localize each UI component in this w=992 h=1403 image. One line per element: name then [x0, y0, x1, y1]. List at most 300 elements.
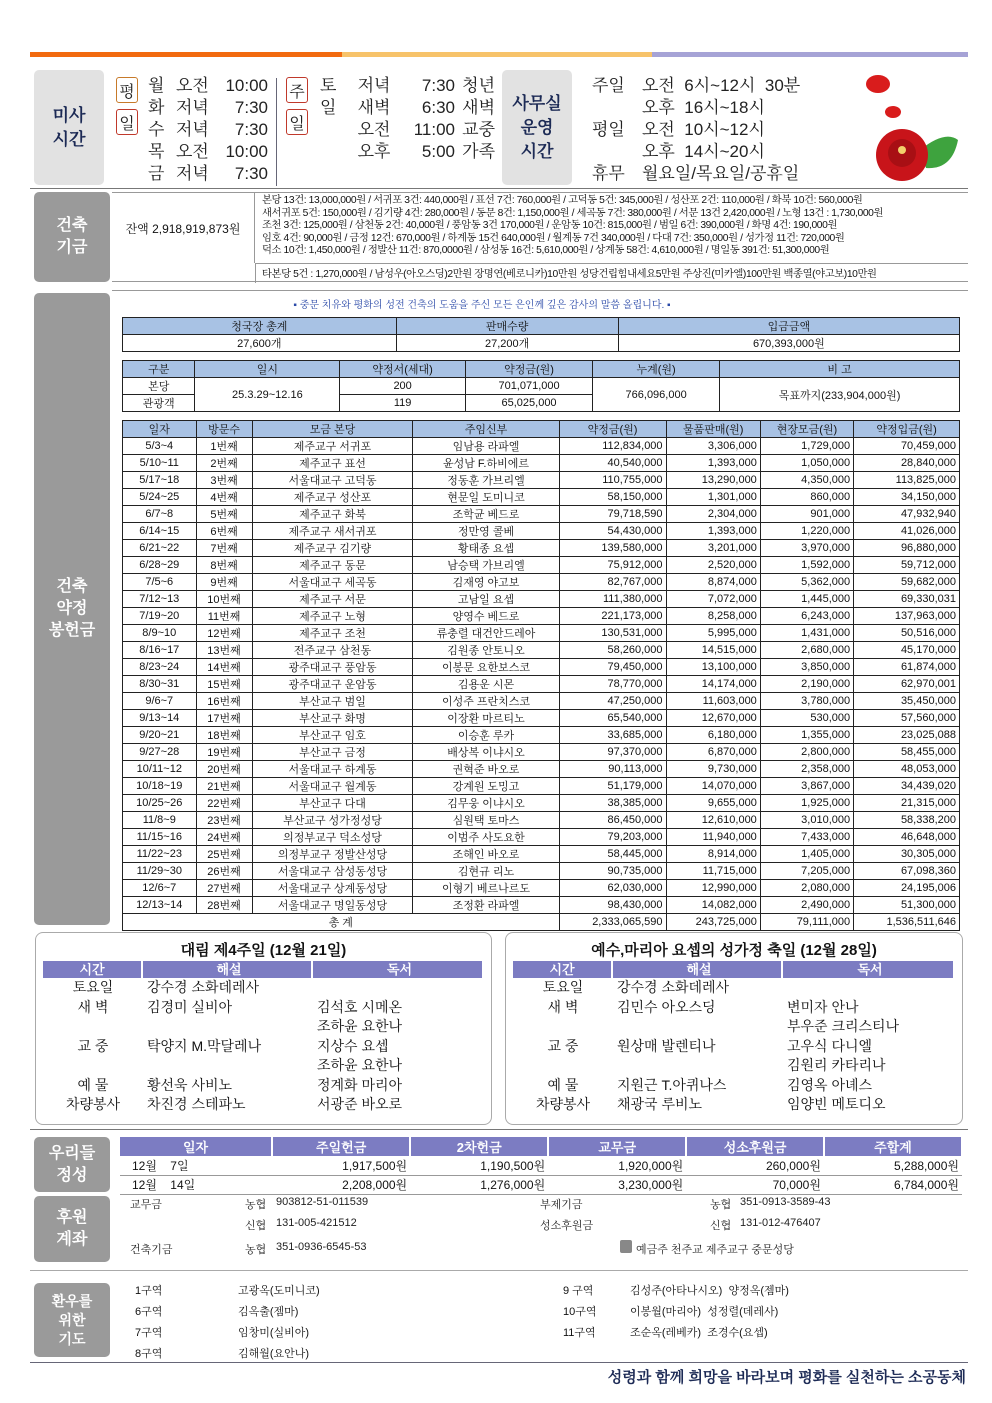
table-row — [123, 693, 960, 710]
cell: 1,355,000 — [760, 727, 853, 744]
reader — [313, 978, 484, 998]
column-header: 방문수 — [196, 421, 252, 438]
cell: 9/27~28 — [123, 744, 197, 761]
cell: 221,173,000 — [559, 608, 666, 625]
cell: 5/24~25 — [123, 489, 197, 506]
cell: 3,010,000 — [760, 812, 853, 829]
column-header: 시간 — [43, 961, 143, 978]
cell: 9,730,000 — [666, 761, 760, 778]
offerings-label: 우리들 정성 — [34, 1137, 110, 1192]
divider — [30, 188, 968, 189]
cell: 12월 7일 — [120, 1156, 272, 1175]
table-row — [123, 540, 960, 557]
cell: 12,990,000 — [666, 880, 760, 897]
cell: 9번째 — [196, 574, 252, 591]
account-number: 903812-51-011539 — [276, 1196, 369, 1208]
reader: 지상수 요셉 — [317, 1037, 389, 1054]
cell: 8/23~24 — [123, 659, 197, 676]
cell: 이범주 사도요한 — [413, 829, 559, 846]
day: 수 — [148, 120, 165, 139]
cell: 41,026,000 — [854, 523, 960, 540]
cell: 제주교구 화북 — [252, 506, 413, 523]
cell: 1,445,000 — [760, 591, 853, 608]
cell: 황태종 요셉 — [413, 540, 559, 557]
cell: 6,243,000 — [760, 608, 853, 625]
schedule-row — [513, 1076, 955, 1096]
cell: 62,030,000 — [559, 880, 666, 897]
cell: 24번째 — [196, 829, 252, 846]
cell: 이봉문 요한보스코 — [413, 659, 559, 676]
cell: 12,610,000 — [666, 812, 760, 829]
column-header: 물품판매(원) — [666, 421, 760, 438]
cell: 서울대교구 월계동 — [252, 778, 413, 795]
day: 화 — [148, 98, 165, 117]
cell: 이형기 베르나르도 — [413, 880, 559, 897]
reader: 김원리 카타리나 — [787, 1057, 886, 1073]
cell: 58,338,200 — [854, 812, 960, 829]
cell: 남승택 가브리엘 — [413, 557, 559, 574]
type: 청년 — [462, 76, 495, 95]
table-row — [123, 795, 960, 812]
reader: 조하윤 요한나 — [317, 1057, 403, 1073]
district: 9 구역 — [563, 1285, 594, 1297]
divider — [30, 1270, 968, 1271]
table-row — [123, 642, 960, 659]
pledge-outline — [112, 290, 968, 291]
column-header: 교무금 — [548, 1137, 686, 1156]
cell: 8,914,000 — [666, 846, 760, 863]
account-number: 351-0913-3589-43 — [740, 1196, 831, 1208]
cell: 정동훈 가브리엘 — [413, 472, 559, 489]
cell: 9/6~7 — [123, 693, 197, 710]
column-header: 성소후원금 — [686, 1137, 824, 1156]
cell: 12월 14일 — [120, 1175, 272, 1194]
cell: 90,113,000 — [559, 761, 666, 778]
cell: 112,834,000 — [559, 438, 666, 455]
cell: 70,000원 — [686, 1175, 824, 1194]
summary-table — [122, 317, 960, 352]
table-row — [123, 812, 960, 829]
mass-row — [148, 97, 268, 119]
cell: 58,445,000 — [559, 846, 666, 863]
commentator: 김민수 아오스딩 — [617, 998, 716, 1015]
day — [320, 141, 348, 163]
visits-table — [122, 420, 960, 931]
commentator — [143, 1056, 313, 1076]
account-holder: 예금주 천주교 제주교구 중문성당 — [636, 1244, 794, 1256]
column-header: 입금금액 — [618, 318, 959, 335]
cell: 14,070,000 — [666, 778, 760, 795]
gift-icon — [620, 1240, 632, 1253]
cell: 1,431,000 — [760, 625, 853, 642]
time: 7:30 — [234, 120, 268, 139]
column-header: 약정금(원) — [466, 361, 593, 378]
building-fund-box — [112, 192, 968, 282]
district: 8구역 — [135, 1348, 163, 1360]
cell: 18번째 — [196, 727, 252, 744]
cell: 58,150,000 — [559, 489, 666, 506]
cell: 3,970,000 — [760, 540, 853, 557]
cell: 69,330,031 — [854, 591, 960, 608]
cell: 7,205,000 — [760, 863, 853, 880]
prayer-names: 조순옥(레베카) 조경수(요셉) — [630, 1327, 768, 1339]
cell: 2,358,000 — [760, 761, 853, 778]
table-row — [123, 557, 960, 574]
schedule-row — [513, 1037, 955, 1057]
commentator: 원상매 발렌티나 — [617, 1037, 716, 1054]
cell: 45,170,000 — [854, 642, 960, 659]
cell: 1,050,000 — [760, 455, 853, 472]
cell: 35,450,000 — [854, 693, 960, 710]
column-header: 시간 — [513, 961, 613, 978]
cell: 12,670,000 — [666, 710, 760, 727]
offerings-table — [120, 1137, 963, 1195]
cell: 부산교구 다대 — [252, 795, 413, 812]
cell: 1,276,000원 — [410, 1175, 548, 1194]
cell: 19번째 — [196, 744, 252, 761]
period: 저녁 — [176, 164, 209, 183]
cell: 11/15~16 — [123, 829, 197, 846]
cell: 조학균 베드로 — [413, 506, 559, 523]
column-header: 현장모금(원) — [760, 421, 853, 438]
reader: 부우준 크리스티나 — [787, 1018, 900, 1034]
cell: 33,685,000 — [559, 727, 666, 744]
cell: 김원종 안토니오 — [413, 642, 559, 659]
divider — [30, 1129, 968, 1130]
cell: 2,680,000 — [760, 642, 853, 659]
cell: 48,053,000 — [854, 761, 960, 778]
schedule-box-dec21 — [35, 932, 492, 1125]
cell: 14,174,000 — [666, 676, 760, 693]
cell: 정만영 콜베 — [413, 523, 559, 540]
cell: 46,648,000 — [854, 829, 960, 846]
prayer-names: 고광옥(도미니코) — [238, 1285, 320, 1297]
day — [592, 141, 642, 163]
time: 교 중 — [547, 1037, 579, 1054]
period: 새벽 — [357, 98, 391, 117]
cell: 3,780,000 — [760, 693, 853, 710]
cell: 139,580,000 — [559, 540, 666, 557]
period: 오전 — [357, 120, 391, 139]
cell: 부산교구 범일 — [252, 693, 413, 710]
cell: 1,917,500원 — [272, 1156, 410, 1175]
cell: 82,767,000 — [559, 574, 666, 591]
cell: 5/3~4 — [123, 438, 197, 455]
period: 오후 — [357, 142, 391, 161]
prayer-names: 임창미(실비아) — [238, 1327, 310, 1339]
day: 주일 — [592, 76, 625, 95]
cell: 47,250,000 — [559, 693, 666, 710]
district: 6구역 — [135, 1306, 163, 1318]
cell: 1,405,000 — [760, 846, 853, 863]
cell: 110,755,000 — [559, 472, 666, 489]
time: 6:30 — [421, 98, 455, 117]
cell: 제주교구 서문 — [252, 591, 413, 608]
time: 예 물 — [547, 1076, 579, 1093]
time: 예 물 — [77, 1076, 109, 1093]
mass-row — [320, 119, 495, 141]
prayer-label: 환우를 위한 기도 — [34, 1283, 110, 1357]
cell: 11,715,000 — [666, 863, 760, 880]
table-row — [123, 591, 960, 608]
cell: 58,260,000 — [559, 642, 666, 659]
sunday-mass-list — [320, 75, 495, 163]
time: 새 벽 — [77, 998, 109, 1015]
table-row — [123, 676, 960, 693]
weekday-tag-1: 평 — [116, 77, 138, 103]
cell: 11/8~9 — [123, 812, 197, 829]
schedule-row — [43, 1037, 484, 1057]
hours: 오후 16시~18시 — [642, 98, 765, 117]
cell: 13,100,000 — [666, 659, 760, 676]
detail-line: 덕소 10건: 1,450,000원 / 정발산 11건: 870,0000원 / 삼성동 16건: 5,610,000원 / 상계동 58건: 4,610,000원 / 명일동 391건: 51,300,000원 — [262, 245, 830, 257]
column-header: 해설 — [613, 961, 783, 978]
cell: 11,603,000 — [666, 693, 760, 710]
cell: 3,867,000 — [760, 778, 853, 795]
cell: 75,912,000 — [559, 557, 666, 574]
cell: 14번째 — [196, 659, 252, 676]
mass-row — [320, 97, 495, 119]
building-fund-other: 타본당 5건 : 1,270,000원 / 남성우(아오스딩)2만원 장명연(베로니카)10만원 성당건립힘내세요5만원 주상진(미카엘)100만원 백종열(야고보)10만원 — [262, 269, 877, 280]
time: 10:00 — [225, 76, 268, 95]
type: 새벽 — [462, 98, 495, 117]
reader: 김석호 시메온 — [317, 998, 403, 1015]
slogan: 성령과 함께 희망을 바라보며 평화를 실천하는 소공동체 — [607, 1369, 966, 1386]
table-row — [123, 744, 960, 761]
cell: 임남용 라파엘 — [413, 438, 559, 455]
balance: 잔액 2,918,919,873원 — [112, 193, 255, 263]
sunday-tag-1: 주 — [286, 77, 308, 103]
column-header: 2차헌금 — [410, 1137, 548, 1156]
cell: 12/6~7 — [123, 880, 197, 897]
header-row — [123, 318, 960, 335]
cell: 13,290,000 — [666, 472, 760, 489]
day: 금 — [148, 164, 165, 183]
table-row — [123, 761, 960, 778]
detail-line: 본당 13건: 13,000,000원 / 서귀포 3건: 440,000원 / 표선 7건: 760,000원 / 고덕동 5건: 345,000원 / 성산포 2건: 110,000원 / 화북 10건: 560,000원 — [262, 195, 863, 206]
cell: 50,516,000 — [854, 625, 960, 642]
account-name: 부제기금 — [540, 1199, 583, 1211]
building-fund-label: 건축 기금 — [34, 192, 110, 282]
time — [43, 1017, 143, 1037]
period: 저녁 — [176, 98, 209, 117]
cell: 10/25~26 — [123, 795, 197, 812]
cell: 1,220,000 — [760, 523, 853, 540]
cell: 12/13~14 — [123, 897, 197, 914]
column-header: 구분 — [123, 361, 195, 378]
time: 7:30 — [234, 98, 268, 117]
column-header: 주임신부 — [413, 421, 559, 438]
column-header: 독서 — [783, 961, 955, 978]
cell: 701,071,000 — [466, 378, 593, 395]
detail-line: 조천 3건: 125,000원 / 삼천동 2건: 40,000원 / 풍암동 3건 170,000원 / 운암동 10건: 815,000원 / 범일 6건: 390,000원 / 화명 4건: 190,000원 — [262, 220, 837, 232]
cell: 6/28~29 — [123, 557, 197, 574]
cell: 8/30~31 — [123, 676, 197, 693]
cell: 4번째 — [196, 489, 252, 506]
reader: 김영옥 아녜스 — [787, 1076, 873, 1093]
header-row — [123, 361, 960, 378]
cell: 40,540,000 — [559, 455, 666, 472]
time: 7:30 — [421, 76, 455, 95]
cell: 광주대교구 풍암동 — [252, 659, 413, 676]
cell: 5번째 — [196, 506, 252, 523]
office-row — [592, 119, 852, 141]
cell: 25번째 — [196, 846, 252, 863]
accounts-label: 후원 계좌 — [34, 1196, 110, 1262]
cell: 7/12~13 — [123, 591, 197, 608]
cell: 조정환 라파엘 — [413, 897, 559, 914]
schedule-row — [513, 1017, 955, 1037]
cell: 59,712,000 — [854, 557, 960, 574]
cell: 3,306,000 — [666, 438, 760, 455]
cell: 65,540,000 — [559, 710, 666, 727]
table-row — [123, 335, 960, 352]
cell: 137,963,000 — [854, 608, 960, 625]
cell: 1번째 — [196, 438, 252, 455]
cell: 서울대교구 삼성동성당 — [252, 863, 413, 880]
period: 오전 — [176, 142, 209, 161]
column-header: 약정금(원) — [559, 421, 666, 438]
cell: 부산교구 금정 — [252, 744, 413, 761]
header-row — [123, 421, 960, 438]
cell: 제주교구 김기량 — [252, 540, 413, 557]
cell: 2,490,000 — [760, 897, 853, 914]
account-name: 교무금 — [130, 1199, 162, 1211]
table-row — [123, 880, 960, 897]
commentator — [143, 1017, 313, 1037]
period: 저녁 — [357, 76, 391, 95]
schedule-box-dec28 — [505, 932, 963, 1125]
total-row — [123, 914, 960, 931]
account-name: 성소후원금 — [540, 1220, 594, 1232]
table-row — [123, 608, 960, 625]
account-bank: 농협 — [245, 1199, 267, 1211]
cell: 2,333,065,590 — [559, 914, 666, 931]
office-hours-label: 사무실 운영 시간 — [502, 70, 572, 185]
district: 1구역 — [135, 1285, 163, 1297]
cell: 20번째 — [196, 761, 252, 778]
cell: 79,450,000 — [559, 659, 666, 676]
schedule-title: 대림 제4주일 (12월 21일) — [180, 942, 347, 959]
time — [43, 1056, 143, 1076]
cell: 고남일 요셉 — [413, 591, 559, 608]
commentator: 황선욱 사비노 — [147, 1076, 233, 1093]
cell: 강계원 도밍고 — [413, 778, 559, 795]
prayer-names: 김옥출(젬마) — [238, 1306, 299, 1318]
cell: 98,430,000 — [559, 897, 666, 914]
column-header: 일자 — [120, 1137, 272, 1156]
cell: 이승훈 루카 — [413, 727, 559, 744]
mass-row — [148, 141, 268, 163]
mass-time-label: 미사 시간 — [34, 70, 104, 185]
cell: 243,725,000 — [666, 914, 760, 931]
schedule-row — [43, 978, 484, 998]
schedule-header — [513, 961, 955, 978]
cell: 6,180,000 — [666, 727, 760, 744]
top-bar-orange — [30, 52, 342, 57]
cell: 이성주 프란치스코 — [413, 693, 559, 710]
cell: 2,208,000원 — [272, 1175, 410, 1194]
time: 차량봉사 — [535, 1096, 591, 1112]
cell: 5/17~18 — [123, 472, 197, 489]
cell: 4,350,000 — [760, 472, 853, 489]
cell: 61,874,000 — [854, 659, 960, 676]
table-row — [123, 472, 960, 489]
account-number: 131-005-421512 — [276, 1217, 357, 1229]
table-row — [120, 1156, 962, 1175]
cell: 28번째 — [196, 897, 252, 914]
cell: 17번째 — [196, 710, 252, 727]
cell: 111,380,000 — [559, 591, 666, 608]
cell: 1,920,000원 — [548, 1156, 686, 1175]
cell: 47,932,940 — [854, 506, 960, 523]
period: 오전 — [176, 76, 209, 95]
cell: 10/18~19 — [123, 778, 197, 795]
district: 11구역 — [563, 1327, 596, 1339]
table-row — [123, 863, 960, 880]
reader: 변미자 안나 — [787, 998, 859, 1015]
cell: 23번째 — [196, 812, 252, 829]
cell: 6번째 — [196, 523, 252, 540]
cell: 의정부교구 덕소성당 — [252, 829, 413, 846]
mass-row — [148, 119, 268, 141]
cell: 58,455,000 — [854, 744, 960, 761]
day: 토 — [320, 76, 337, 95]
cell: 23,025,088 — [854, 727, 960, 744]
cell: 1,536,511,646 — [854, 914, 960, 931]
cell: 2,190,000 — [760, 676, 853, 693]
cell: 서울대교구 세곡동 — [252, 574, 413, 591]
cell: 57,560,000 — [854, 710, 960, 727]
table-row — [123, 574, 960, 591]
office-hours-list — [592, 75, 852, 185]
commentator: 강수경 소화데레사 — [147, 979, 260, 995]
cell: 1,925,000 — [760, 795, 853, 812]
day: 월 — [148, 76, 165, 95]
commentator: 차진경 스테파노 — [147, 1096, 246, 1112]
camellia-flower-icon — [860, 70, 970, 185]
cell: 제주교구 서귀포 — [252, 438, 413, 455]
time: 새 벽 — [547, 998, 579, 1015]
cell: 24,195,006 — [854, 880, 960, 897]
account-bank: 신협 — [245, 1220, 267, 1232]
cell: 6,870,000 — [666, 744, 760, 761]
cell: 1,301,000 — [666, 489, 760, 506]
cell: 34,150,000 — [854, 489, 960, 506]
hours: 오전 6시~12시 30분 — [642, 76, 801, 95]
table-row — [123, 378, 960, 395]
column-header: 모금 본당 — [252, 421, 413, 438]
cell: 이장환 마르티노 — [413, 710, 559, 727]
hours: 월요일/목요일/공휴일 — [642, 164, 800, 183]
column-header: 청국장 총계 — [123, 318, 397, 335]
table-row — [123, 625, 960, 642]
cell: 860,000 — [760, 489, 853, 506]
cell: 3,201,000 — [666, 540, 760, 557]
cell: 27번째 — [196, 880, 252, 897]
cell: 28,840,000 — [854, 455, 960, 472]
cell: 12번째 — [196, 625, 252, 642]
cell: 6,784,000원 — [824, 1175, 962, 1194]
cell: 2,080,000 — [760, 880, 853, 897]
schedule-header — [43, 961, 484, 978]
cell: 의정부교구 정발산성당 — [252, 846, 413, 863]
cell: 11/22~23 — [123, 846, 197, 863]
time: 차량봉사 — [65, 1096, 121, 1112]
pledge-table — [122, 360, 960, 412]
sunday-tag-2: 일 — [286, 109, 308, 135]
cell: 97,370,000 — [559, 744, 666, 761]
